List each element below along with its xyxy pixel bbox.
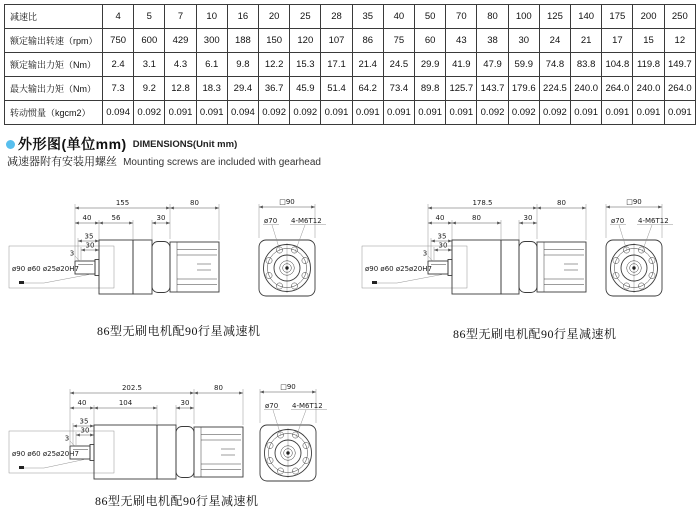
dim-front-length: 30 — [156, 214, 166, 222]
table-cell: 750 — [103, 29, 134, 53]
table-cell: 120 — [290, 29, 321, 53]
table-row — [5, 5, 696, 29]
table-cell: 29.4 — [227, 77, 258, 101]
dim-bolt-circle: ø70 — [264, 217, 278, 225]
table-cell: 12.2 — [259, 53, 290, 77]
section-title-en: DIMENSIONS(Unit mm) — [132, 138, 238, 150]
dimension-lines — [9, 384, 243, 473]
table-cell: 0.091 — [602, 101, 633, 125]
table-cell: 0.091 — [415, 101, 446, 125]
table-cell: 24 — [539, 29, 570, 53]
table-cell: 0.094 — [227, 101, 258, 125]
table-cell: 10 — [196, 5, 227, 29]
adapter-section — [152, 242, 170, 293]
table-cell: 0.091 — [383, 101, 414, 125]
table-cell: 3.1 — [134, 53, 165, 77]
dim-shaft-length: 40 — [77, 399, 87, 407]
dim-rear: 80 — [557, 199, 566, 207]
drawing-figure-1 — [2, 194, 347, 300]
dim-35: 35 — [84, 232, 94, 241]
dim-rear: 80 — [214, 384, 223, 392]
table-cell: 86 — [352, 29, 383, 53]
table-cell: 0.091 — [446, 101, 477, 125]
table-cell: 0.091 — [571, 101, 602, 125]
dim-rear: 80 — [190, 199, 199, 207]
gearbox-body — [94, 425, 157, 479]
table-cell: 16 — [227, 5, 258, 29]
keyway-mark — [19, 466, 24, 469]
dim-flange-square: □90 — [280, 383, 296, 391]
adapter-section — [176, 427, 194, 478]
section-subtitle-en: Mounting screws are included with gearhead — [123, 157, 321, 168]
table-cell: 24.5 — [383, 53, 414, 77]
table-cell: 300 — [196, 29, 227, 53]
section-header — [6, 134, 237, 154]
table-row — [5, 29, 696, 53]
table-cell: 2.4 — [103, 53, 134, 77]
dim-shaft-length: 40 — [82, 214, 92, 222]
table-cell: 21 — [571, 29, 602, 53]
table-cell: 0.092 — [290, 101, 321, 125]
row-label: 减速比 — [5, 5, 103, 29]
dimension-lines — [362, 199, 586, 288]
table-cell: 175 — [602, 5, 633, 29]
table-cell: 41.9 — [446, 53, 477, 77]
table-cell: 0.092 — [259, 101, 290, 125]
table-cell: 140 — [571, 5, 602, 29]
table-cell: 125.7 — [446, 77, 477, 101]
drawing-caption-3: 86型无刷电机配90行星减速机 — [95, 494, 259, 508]
dim-total: 202.5 — [121, 384, 143, 392]
table-cell: 104.8 — [602, 53, 633, 77]
spec-table — [4, 4, 696, 125]
dim-gear-length: 56 — [111, 214, 121, 222]
table-cell: 75 — [383, 29, 414, 53]
table-cell: 0.092 — [539, 101, 570, 125]
gearbox-body — [452, 240, 501, 294]
shaft-center — [632, 266, 635, 269]
table-cell: 0.092 — [134, 101, 165, 125]
technical-drawing — [2, 379, 347, 485]
table-cell: 107 — [321, 29, 352, 53]
drawing-figure-3 — [2, 379, 347, 485]
table-cell: 0.091 — [352, 101, 383, 125]
table-cell: 0.091 — [664, 101, 695, 125]
dim-30: 30 — [438, 241, 448, 250]
table-cell: 600 — [134, 29, 165, 53]
side-view — [70, 425, 243, 479]
dim-total: 155 — [115, 199, 130, 207]
table-cell: 12.8 — [165, 77, 196, 101]
dim-total: 178.5 — [472, 199, 493, 207]
table-cell: 429 — [165, 29, 196, 53]
table-cell: 0.091 — [196, 101, 227, 125]
section-subtitle — [7, 153, 321, 169]
row-label: 最大输出力矩（Nm） — [5, 77, 103, 101]
table-cell: 264.0 — [602, 77, 633, 101]
dim-bolt-circle: ø70 — [265, 402, 279, 410]
table-cell: 38 — [477, 29, 508, 53]
dim-flange-square: □90 — [279, 198, 295, 206]
table-cell: 64.2 — [352, 77, 383, 101]
table-cell: 143.7 — [477, 77, 508, 101]
table-cell: 74.8 — [539, 53, 570, 77]
table-cell: 50 — [415, 5, 446, 29]
dim-bolt-circle: ø70 — [611, 217, 625, 225]
technical-drawing — [2, 194, 347, 300]
row-label: 额定输出转速（rpm） — [5, 29, 103, 53]
front-view — [606, 198, 673, 296]
dim-flange-square: □90 — [626, 198, 642, 206]
table-cell: 100 — [508, 5, 539, 29]
table-cell: 35 — [352, 5, 383, 29]
section-title-zh: 外形图(单位mm) — [18, 136, 127, 152]
table-cell: 119.8 — [633, 53, 664, 77]
dim-front-length: 30 — [180, 399, 190, 407]
table-row — [5, 53, 696, 77]
table-cell: 250 — [664, 5, 695, 29]
dim-screws: 4-M6T12 — [292, 402, 323, 410]
shaft-diameter-labels: ø90 ø60 ø25ø20H7 — [12, 265, 79, 273]
keyway-mark — [372, 281, 377, 284]
table-cell: 30 — [508, 29, 539, 53]
table-cell: 240.0 — [571, 77, 602, 101]
table-cell: 36.7 — [259, 77, 290, 101]
row-label: 转动惯量（kgcm2） — [5, 101, 103, 125]
table-cell: 51.4 — [321, 77, 352, 101]
table-cell: 43 — [446, 29, 477, 53]
table-cell: 150 — [259, 29, 290, 53]
keyway-mark — [19, 281, 24, 284]
table-cell: 15.3 — [290, 53, 321, 77]
dimension-lines — [9, 199, 219, 288]
table-cell: 15 — [633, 29, 664, 53]
table-cell: 4.3 — [165, 53, 196, 77]
table-cell: 28 — [321, 5, 352, 29]
table-cell: 7 — [165, 5, 196, 29]
table-cell: 7.3 — [103, 77, 134, 101]
table-cell: 0.091 — [165, 101, 196, 125]
front-view — [259, 198, 326, 296]
section-bullet-icon — [6, 140, 15, 149]
dim-gear-length: 80 — [472, 214, 481, 222]
front-view — [260, 383, 327, 481]
drawing-caption-2: 86型无刷电机配90行星减速机 — [453, 327, 617, 341]
table-cell: 4 — [103, 5, 134, 29]
table-cell: 70 — [446, 5, 477, 29]
table-cell: 9.2 — [134, 77, 165, 101]
shaft-diameter-labels: ø90 ø60 ø25ø20H7 — [365, 265, 432, 273]
table-cell: 5 — [134, 5, 165, 29]
table-cell: 0.092 — [508, 101, 539, 125]
table-row — [5, 101, 696, 125]
dim-35: 35 — [437, 232, 447, 241]
table-cell: 89.8 — [415, 77, 446, 101]
table-cell: 0.091 — [321, 101, 352, 125]
dim-screws: 4-M6T12 — [638, 217, 669, 225]
table-cell: 18.3 — [196, 77, 227, 101]
dim-screws: 4-M6T12 — [291, 217, 322, 225]
dim-30: 30 — [80, 426, 90, 435]
table-cell: 12 — [664, 29, 695, 53]
table-cell: 240.0 — [633, 77, 664, 101]
drawing-figure-2 — [355, 194, 700, 300]
table-cell: 0.092 — [477, 101, 508, 125]
table-cell: 200 — [633, 5, 664, 29]
table-cell: 20 — [259, 5, 290, 29]
drawing-caption-1: 86型无刷电机配90行星减速机 — [97, 324, 261, 338]
table-cell: 9.8 — [227, 53, 258, 77]
dim-shaft-length: 40 — [435, 214, 445, 222]
table-cell: 45.9 — [290, 77, 321, 101]
shaft-diameter-labels: ø90 ø60 ø25ø20H7 — [12, 450, 79, 458]
table-cell: 21.4 — [352, 53, 383, 77]
shaft-center — [285, 266, 288, 269]
table-cell: 125 — [539, 5, 570, 29]
dim-35: 35 — [79, 417, 89, 426]
shaft-center — [286, 451, 289, 454]
gearbox-body — [99, 240, 133, 294]
dim-key: 3 — [64, 434, 70, 443]
table-cell: 0.094 — [103, 101, 134, 125]
dim-gear-length: 104 — [118, 399, 133, 407]
table-cell: 0.091 — [633, 101, 664, 125]
table-cell: 73.4 — [383, 77, 414, 101]
table-cell: 17 — [602, 29, 633, 53]
table-cell: 83.8 — [571, 53, 602, 77]
dim-key: 3 — [422, 249, 428, 258]
table-row — [5, 77, 696, 101]
technical-drawing — [355, 194, 700, 300]
table-cell: 179.6 — [508, 77, 539, 101]
row-label: 额定输出力矩（Nm） — [5, 53, 103, 77]
dim-key: 3 — [69, 249, 75, 258]
section-subtitle-zh: 减速器附有安装用螺丝 — [7, 156, 117, 168]
table-cell: 29.9 — [415, 53, 446, 77]
adapter-section — [519, 242, 537, 293]
table-cell: 80 — [477, 5, 508, 29]
side-view — [428, 240, 586, 294]
table-cell: 25 — [290, 5, 321, 29]
table-cell: 60 — [415, 29, 446, 53]
table-cell: 6.1 — [196, 53, 227, 77]
table-cell: 47.9 — [477, 53, 508, 77]
table-cell: 40 — [383, 5, 414, 29]
table-cell: 17.1 — [321, 53, 352, 77]
table-cell: 188 — [227, 29, 258, 53]
table-cell: 224.5 — [539, 77, 570, 101]
dim-30: 30 — [85, 241, 95, 250]
table-cell: 59.9 — [508, 53, 539, 77]
table-cell: 149.7 — [664, 53, 695, 77]
table-cell: 264.0 — [664, 77, 695, 101]
dim-front-length: 30 — [523, 214, 533, 222]
side-view — [75, 240, 219, 294]
